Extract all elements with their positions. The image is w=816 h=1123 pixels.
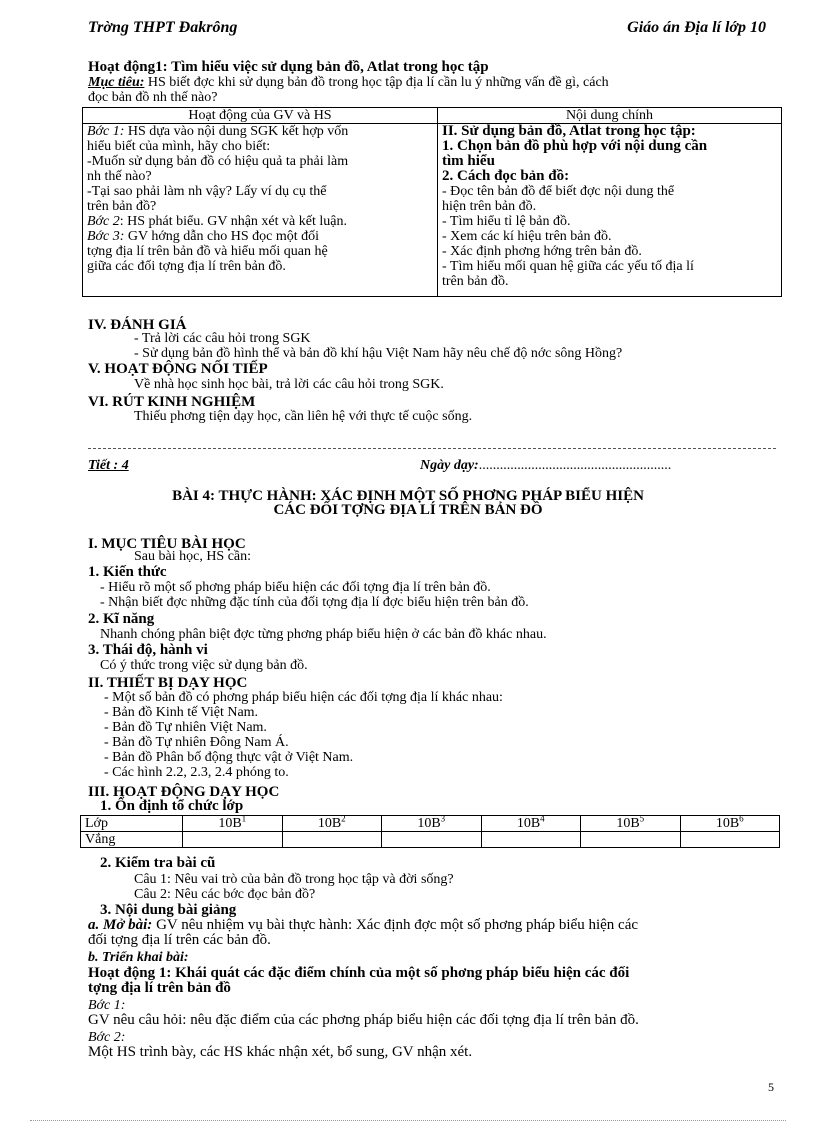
- class-row-label: Lớp: [81, 816, 183, 832]
- activity-line: [87, 214, 433, 229]
- step-text: tợng địa lí trên bản đồ và hiểu mối quan hệ: [87, 244, 328, 259]
- activity1-title: Hoạt động1: Tìm hiểu việc sử dụng bản đồ, Atlat trong học tập: [88, 59, 489, 75]
- content-line: tìm hiểu: [442, 153, 495, 169]
- absent-cell: [282, 832, 382, 848]
- class-number: 1: [241, 813, 247, 824]
- evaluation-title: IV. ĐÁNH GIÁ: [88, 317, 187, 333]
- page-number: 5: [768, 1080, 774, 1094]
- content-line: - Tìm hiểu tỉ lệ bản đồ.: [442, 214, 571, 229]
- activities-title: III. HOẠT ĐỘNG DẠY HỌC: [88, 784, 280, 800]
- equipment-item: - Bản đồ Tự nhiên Việt Nam.: [104, 720, 267, 735]
- step2-question-2: Câu 2: Nêu các bớc đọc bản đồ?: [134, 887, 316, 902]
- lesson-title-line1: BÀI 4: THỰC HÀNH: XÁC ĐỊNH MỘT SỐ PHƠNG PHÁP BIỂU HIỆN: [172, 488, 644, 504]
- school-name: Trờng THPT Đakrông: [88, 19, 238, 36]
- step-text: nh thế nào?: [87, 169, 152, 184]
- activity1-heading-line1: Hoạt động 1: Khái quát các đặc điểm chính của một số phơng pháp biểu hiện các đối: [88, 965, 630, 981]
- equipment-item: - Bản đồ Phân bố động thực vật ở Việt Nam.: [104, 750, 354, 765]
- evaluation-item-2: - Sử dụng bản đồ hình thể và bản đồ khí hậu Việt Nam hãy nêu chế độ nớc sông Hồng?: [134, 346, 623, 361]
- equipment-list: [104, 690, 503, 780]
- content-line: 2. Cách đọc bản đồ:: [442, 168, 570, 184]
- objectives-intro: Sau bài học, HS cần:: [134, 549, 252, 564]
- table-cell-activities: [83, 124, 438, 297]
- skill-text: Nhanh chóng phân biệt đợc từng phơng pháp biểu hiện ở các bản đồ khác nhau.: [100, 627, 547, 642]
- intro-text: GV nêu nhiệm vụ bài thực hành: Xác định đợc một số phơng pháp biểu hiện các: [152, 917, 639, 933]
- class-cell: [183, 813, 283, 832]
- activity-line: [87, 199, 433, 214]
- attitude-text: Có ý thức trong việc sử dụng bản đồ.: [100, 658, 308, 673]
- date-label: Ngày dạy:: [420, 458, 479, 473]
- activity-line: [87, 229, 433, 244]
- absent-row-label: Vắng: [81, 832, 183, 848]
- subject-title: Giáo án Địa lí lớp 10: [627, 19, 766, 36]
- followup-text: Về nhà học sinh học bài, trả lời các câu hỏi trong SGK.: [134, 377, 444, 392]
- lesson-title-line2: CÁC ĐỐI TỢNG ĐỊA LÍ TRÊN BẢN ĐỒ: [273, 502, 543, 518]
- step1-title: 1. Ổn định tổ chức lớp: [100, 798, 244, 814]
- class-name: 10B: [516, 816, 541, 831]
- absent-cell: [481, 832, 581, 848]
- goal-text: HS biết đợc khi sử dụng bản đồ trong học tập địa lí cần lu ý những vấn đề gì, cách: [144, 75, 609, 90]
- class-number: 5: [639, 813, 645, 824]
- step-text: hiểu biết của mình, hãy cho biết:: [87, 139, 271, 154]
- date-value: .......................................................: [478, 458, 672, 473]
- activity1-table: [82, 107, 782, 297]
- step-text: -Tại sao phải làm nh vậy? Lấy ví dụ cụ thể: [87, 184, 327, 199]
- knowledge-title: 1. Kiến thức: [88, 564, 167, 580]
- activity-line: [87, 169, 433, 184]
- step-text: : HS phát biểu. GV nhận xét và kết luận.: [119, 214, 347, 229]
- lesson-date: [420, 458, 671, 473]
- class-attendance-table: [80, 815, 780, 848]
- equipment-item: - Các hình 2.2, 2.3, 2.4 phóng to.: [104, 765, 289, 780]
- activity-line: [87, 139, 433, 154]
- step3-title: 3. Nội dung bài giảng: [100, 902, 237, 918]
- step-label: Bớc 2: [87, 214, 120, 229]
- content-line: - Xem các kí hiệu trên bản đồ.: [442, 229, 612, 244]
- step-text: GV hớng dẫn cho HS đọc một đối: [124, 229, 319, 244]
- step-text: giữa các đối tợng địa lí trên bản đồ.: [87, 259, 286, 274]
- section-divider: [88, 448, 776, 449]
- lesson-period: Tiết : 4: [88, 458, 129, 473]
- class-name: 10B: [417, 816, 441, 831]
- content-line: hiện trên bản đồ.: [442, 199, 537, 214]
- content-lines: [442, 124, 777, 289]
- intro-label: a. Mở bài:: [88, 917, 153, 933]
- knowledge-item-2: - Nhận biết đợc những đặc tính của đối tợng địa lí đợc biểu hiện trên bản đồ.: [100, 595, 529, 610]
- class-cell: [382, 813, 482, 832]
- step-b-text: Một HS trình bày, các HS khác nhận xét, bổ sung, GV nhận xét.: [88, 1044, 473, 1060]
- followup-title: V. HOẠT ĐỘNG NỐI TIẾP: [88, 361, 268, 377]
- attitude-title: 3. Thái độ, hành vi: [88, 642, 208, 658]
- class-cell: [481, 813, 581, 832]
- class-cell: [680, 813, 780, 832]
- step2-question-1: Câu 1: Nêu vai trò của bản đồ trong học tập và đời sống?: [134, 872, 454, 887]
- experience-title: VI. RÚT KINH NGHIỆM: [88, 394, 256, 410]
- equipment-title: II. THIẾT BỊ DẠY HỌC: [88, 675, 248, 691]
- experience-text: Thiếu phơng tiện dạy học, cần liên hệ với thực tế cuộc sống.: [134, 409, 473, 424]
- table-header-teacher: Hoạt động của GV và HS: [83, 108, 438, 124]
- content-line: - Xác định phơng hớng trên bản đồ.: [442, 244, 642, 259]
- table-cell-content: [438, 124, 782, 297]
- evaluation-item-1: - Trả lời các câu hỏi trong SGK: [134, 331, 311, 346]
- goal-label: Mục tiêu:: [88, 75, 145, 90]
- class-number: 3: [440, 813, 446, 824]
- absent-cell: [680, 832, 780, 848]
- content-line: 1. Chọn bản đồ phù hợp với nội dung cần: [442, 138, 708, 154]
- activity-line: [87, 184, 433, 199]
- step-text: HS dựa vào nội dung SGK kết hợp vốn: [124, 124, 349, 139]
- activity-line: [87, 154, 433, 169]
- content-line: - Tìm hiểu mối quan hệ giữa các yếu tố địa lí: [442, 259, 694, 274]
- equipment-item: - Bản đồ Tự nhiên Đông Nam Á.: [104, 735, 289, 750]
- footer-rule: [30, 1120, 786, 1121]
- absent-cell: [581, 832, 681, 848]
- step-label: Bớc 1:: [87, 124, 125, 139]
- objectives-title: I. MỤC TIÊU BÀI HỌC: [88, 536, 246, 552]
- step-a-text: GV nêu câu hỏi: nêu đặc điểm của các phơng pháp biểu hiện các đối tợng địa lí trên bản đồ.: [88, 1012, 639, 1028]
- step2-title: 2. Kiểm tra bài cũ: [100, 855, 216, 871]
- step-text: trên bản đồ?: [87, 199, 157, 214]
- class-number: 6: [739, 813, 744, 824]
- intro-paragraph-line2: đối tợng địa lí trên các bản đồ.: [88, 932, 271, 948]
- absent-cell: [382, 832, 482, 848]
- class-cell: [581, 813, 681, 832]
- activity-line: [87, 259, 433, 274]
- step-label: Bớc 3:: [87, 229, 125, 244]
- equipment-item: - Một số bản đồ có phơng pháp biểu hiện các đối tợng địa lí khác nhau:: [104, 690, 503, 705]
- step-text: -Muốn sử dụng bản đồ có hiệu quả ta phải làm: [87, 154, 349, 169]
- activity-line: [87, 124, 433, 139]
- deploy-label: b. Triển khai bài:: [88, 950, 189, 965]
- class-number: 4: [540, 813, 545, 824]
- class-name: 10B: [715, 816, 740, 831]
- activity1-heading-line2: tợng địa lí trên bản đồ: [88, 980, 231, 996]
- absent-cell: [183, 832, 283, 848]
- activity-lines: [87, 124, 433, 274]
- intro-paragraph: [88, 918, 638, 933]
- class-name: 10B: [616, 816, 640, 831]
- content-line: trên bản đồ.: [442, 274, 509, 289]
- step-a-label: Bớc 1:: [88, 998, 126, 1013]
- activity-line: [87, 244, 433, 259]
- table-header-content: Nội dung chính: [438, 108, 782, 124]
- content-line: - Đọc tên bản đồ để biết đợc nội dung thể: [442, 184, 675, 199]
- equipment-item: - Bản đồ Kinh tế Việt Nam.: [104, 705, 259, 720]
- content-line: II. Sử dụng bản đồ, Atlat trong học tập:: [442, 123, 696, 139]
- step-b-label: Bớc 2:: [88, 1030, 126, 1045]
- knowledge-item-1: - Hiểu rõ một số phơng pháp biểu hiện các đối tợng địa lí trên bản đồ.: [100, 580, 491, 595]
- activity1-goal: [88, 75, 609, 90]
- class-cell: [282, 813, 382, 832]
- class-number: 2: [341, 813, 346, 824]
- skill-title: 2. Kĩ năng: [88, 611, 155, 627]
- class-name: 10B: [218, 816, 242, 831]
- activity1-goal-line2: đọc bản đồ nh thế nào?: [88, 90, 218, 105]
- class-name: 10B: [317, 816, 342, 831]
